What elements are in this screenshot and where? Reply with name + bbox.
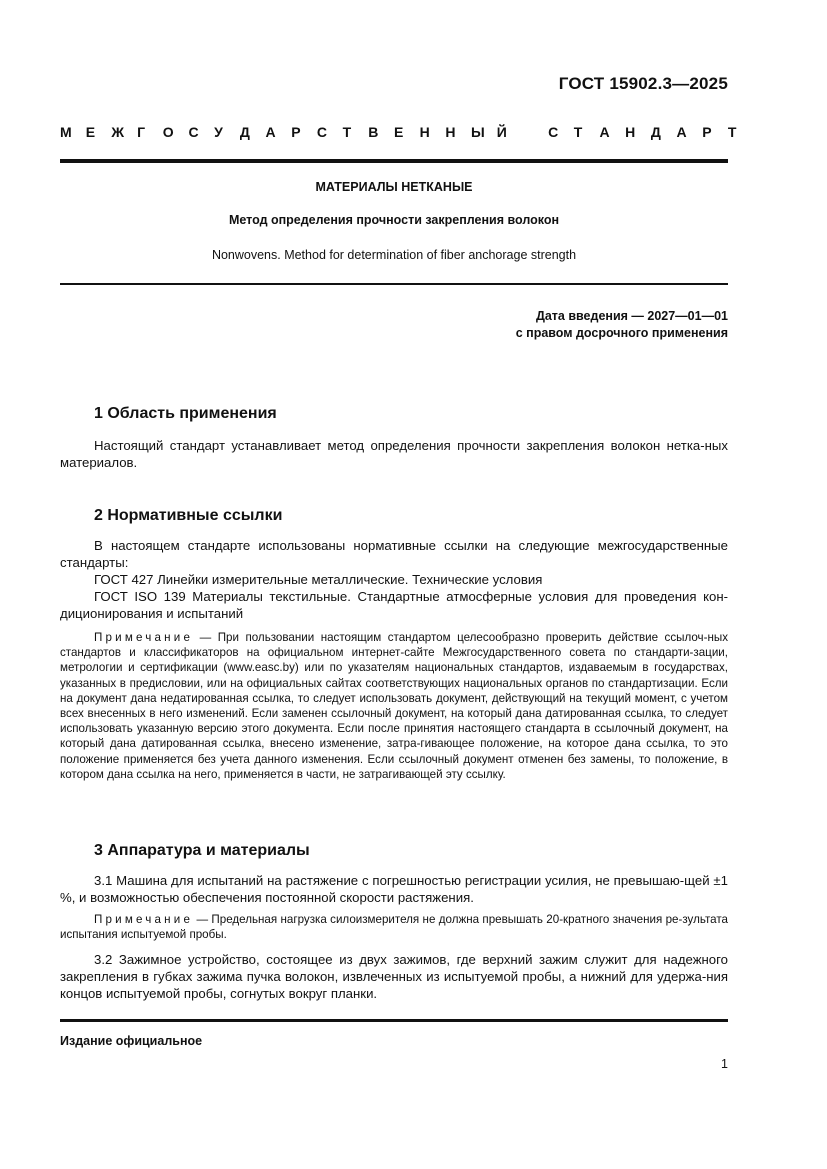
- section-1-body: Настоящий стандарт устанавливает метод определения прочности закрепления волокон нетка-ных материалов.: [60, 438, 728, 470]
- reference-gost-427: ГОСТ 427 Линейки измерительные металлические. Технические условия: [94, 572, 543, 587]
- document-subtitle: Метод определения прочности закрепления волокон: [228, 213, 560, 227]
- note-label: Примечание: [94, 631, 194, 644]
- footer-rule: [60, 1019, 728, 1022]
- introduction-date-line: Дата введения — 2027—01—01: [535, 309, 728, 323]
- clause-3-2: [60, 951, 728, 1002]
- introduction-date: [516, 308, 728, 342]
- clause-3-1-text: 3.1 Машина для испытаний на растяжение с погрешностью регистрации усилия, не превышаю-щей ±1 %, и возможностью обеспечения постоянной скорости растяжения.: [60, 873, 728, 905]
- page-number: 1: [721, 1057, 728, 1071]
- section-1-text: [60, 437, 728, 471]
- interstate-standard-banner: М Е Ж Г О С У Д А Р С Т В Е Н Н Ы Й С Т А Н Д А Р Т: [60, 124, 737, 140]
- section-2-heading: 2 Нормативные ссылки: [94, 507, 283, 524]
- early-application-line: с правом досрочного применения: [515, 326, 728, 340]
- reference-gost-iso-139-text: ГОСТ ISO 139 Материалы текстильные. Стандартные атмосферные условия для проведения кон-диционирования и испытаний: [60, 589, 728, 621]
- official-edition: Издание официальное: [60, 1034, 203, 1048]
- english-title: Nonwovens. Method for determination of fiber anchorage strength: [211, 248, 577, 262]
- note-text: — Предельная нагрузка силоизмерителя не должна превышать 20-кратного значения ре-зультата испытания испытуемой пробы.: [60, 913, 728, 942]
- title-rule: [60, 283, 728, 285]
- clause-3-1: [60, 872, 728, 906]
- clause-3-2-text: 3.2 Зажимное устройство, состоящее из двух зажимов, где верхний зажим служит для надежного закрепления в губках зажима пучка волокон, извлеченных из испытуемой пробы, а нижний для удержа-ния концов испытуемой пробы, согнутых вокруг планки.: [60, 952, 728, 1001]
- reference-gost-iso-139: [60, 588, 728, 622]
- section-2-body: В настоящем стандарте использованы нормативные ссылки на следующие межгосударственные стандарты:: [60, 538, 728, 570]
- note-label: Примечание: [94, 913, 194, 926]
- section-2-text: [60, 537, 728, 571]
- section-3-heading: 3 Аппаратура и материалы: [94, 842, 310, 859]
- header-rule: [60, 159, 728, 163]
- section-1-heading: 1 Область применения: [94, 405, 277, 422]
- section-3-note: [60, 912, 728, 942]
- section-2-note: [60, 630, 728, 782]
- document-title: МАТЕРИАЛЫ НЕТКАНЫЕ: [315, 180, 473, 194]
- standard-id: ГОСТ 15902.3—2025: [558, 74, 728, 93]
- note-text: — При пользовании настоящим стандартом целесообразно проверить действие ссылоч-ных стандартов и классификаторов на официальном интернет-сайте Межгосударственного совета по стандарти-зации, метрологии и сертификации (www.easc.by) или по указателям национальных стандартов, издаваемым в государствах, указанных в предисловии, или на официальных сайтах соответствующих национальных органов по стандартизации. Если на документ дана недатированная ссылка, то следует использовать документ, действующий на текущий момент, с учетом всех внесенных в него изменений. Если заменен ссылочный документ, на который дана датированная ссылка, то следует использовать указанную версию этого документа. Если после принятия настоящего стандарта в ссылочный документ, на который дана датированная ссылка, внесено изменение, затра-гивающее положение, на которое дана ссылка, то это положение применяется без учета данного изменения. Если ссылочный документ отменен без замены, то положение, в котором дана ссылка на него, применяется в части, не затрагивающей эту ссылку.: [60, 631, 728, 781]
